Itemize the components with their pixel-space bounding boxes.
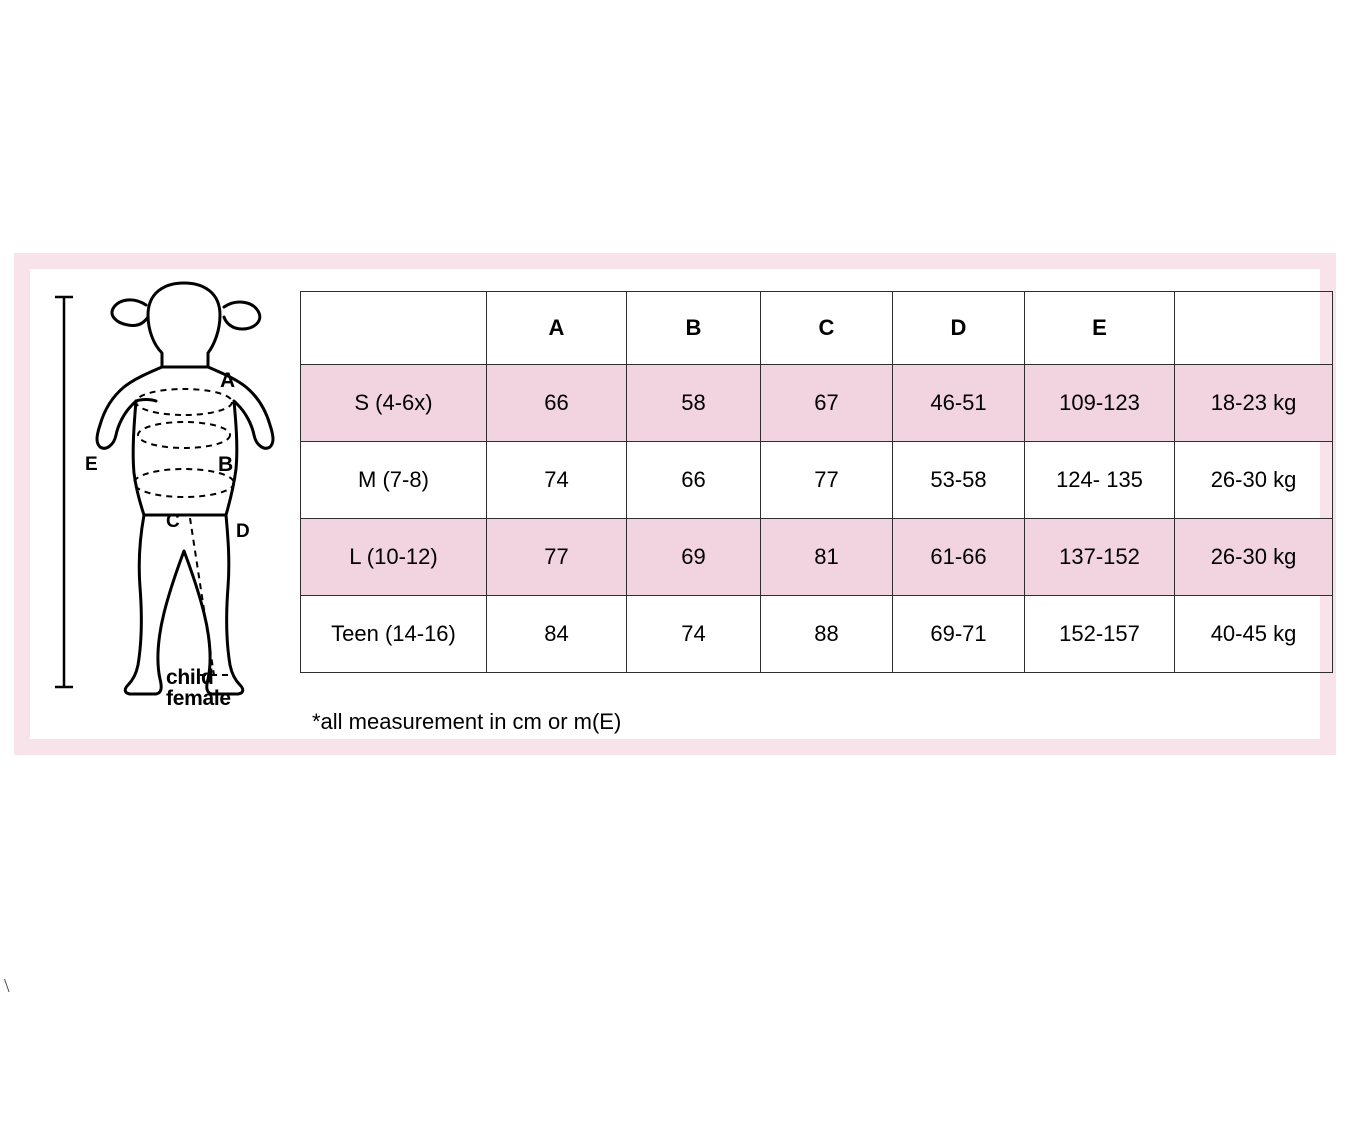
cell-teen-d: 69-71 [893, 596, 1025, 673]
child-female-figure [38, 275, 294, 715]
table-header-row [301, 292, 1333, 365]
row-label-s: S (4-6x) [301, 365, 487, 442]
cell-teen-e: 152-157 [1025, 596, 1175, 673]
cell-m-c: 77 [761, 442, 893, 519]
size-chart-card [14, 253, 1336, 755]
header-cell-b: B [627, 292, 761, 365]
row-label-m: M (7-8) [301, 442, 487, 519]
header-cell-0 [301, 292, 487, 365]
header-cell-d: D [893, 292, 1025, 365]
cell-l-c: 81 [761, 519, 893, 596]
figure-label-c: C [166, 511, 180, 532]
cell-s-e: 109-123 [1025, 365, 1175, 442]
cell-s-weight: 18-23 kg [1175, 365, 1333, 442]
stray-mark: \ [4, 975, 10, 997]
size-table-wrapper [300, 291, 1322, 673]
table-row [301, 519, 1333, 596]
measurement-guides [134, 389, 234, 675]
cell-teen-a: 84 [487, 596, 627, 673]
header-cell-weight [1175, 292, 1333, 365]
cell-teen-b: 74 [627, 596, 761, 673]
cell-m-weight: 26-30 kg [1175, 442, 1333, 519]
size-table [300, 291, 1333, 673]
cell-l-a: 77 [487, 519, 627, 596]
cell-l-weight: 26-30 kg [1175, 519, 1333, 596]
cell-m-e: 124- 135 [1025, 442, 1175, 519]
cell-s-d: 46-51 [893, 365, 1025, 442]
header-cell-a: A [487, 292, 627, 365]
cell-l-b: 69 [627, 519, 761, 596]
cell-teen-weight: 40-45 kg [1175, 596, 1333, 673]
figure-caption [166, 667, 231, 710]
cell-s-b: 58 [627, 365, 761, 442]
figure-label-e: E [85, 454, 98, 475]
body-outline [97, 283, 273, 694]
row-label-teen: Teen (14-16) [301, 596, 487, 673]
size-chart-card-inner [30, 269, 1320, 739]
height-measure-line [55, 297, 73, 687]
row-label-l: L (10-12) [301, 519, 487, 596]
header-cell-e: E [1025, 292, 1175, 365]
cell-m-d: 53-58 [893, 442, 1025, 519]
size-table-head [301, 292, 1333, 365]
table-row [301, 596, 1333, 673]
header-cell-c: C [761, 292, 893, 365]
size-table-body [301, 365, 1333, 673]
cell-s-c: 67 [761, 365, 893, 442]
figure-label-a: A [220, 369, 236, 392]
cell-teen-c: 88 [761, 596, 893, 673]
figure-label-b: B [218, 453, 234, 476]
cell-l-d: 61-66 [893, 519, 1025, 596]
table-row [301, 365, 1333, 442]
figure-illustration [38, 275, 294, 715]
figure-caption-line2: female [166, 687, 231, 711]
cell-l-e: 137-152 [1025, 519, 1175, 596]
figure-caption-line1: child [166, 666, 214, 689]
cell-m-b: 66 [627, 442, 761, 519]
table-row [301, 442, 1333, 519]
cell-m-a: 74 [487, 442, 627, 519]
measurement-footnote: *all measurement in cm or m(E) [312, 709, 622, 734]
figure-label-d: D [236, 521, 250, 542]
cell-s-a: 66 [487, 365, 627, 442]
